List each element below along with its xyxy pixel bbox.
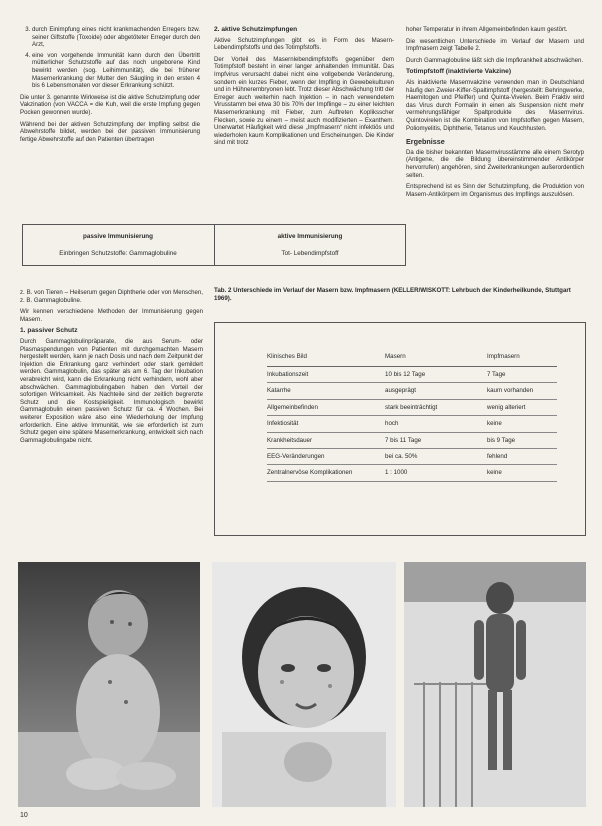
table-cell: 7 Tage [487, 367, 557, 383]
paragraph: hoher Temperatur in ihrem Allgemeinbefinden kaum gestört. [406, 26, 568, 33]
passive-heading: passive Immunisierung [83, 233, 153, 240]
table-cell: hoch [385, 416, 487, 432]
table-header-row [267, 353, 557, 367]
table-row [267, 416, 557, 432]
section-heading: 2. aktive Schutzimpfungen [214, 26, 298, 33]
table-cell: Katarrhe [267, 383, 385, 399]
table-cell: Allgemeinbefinden [267, 399, 385, 415]
table-cell: keine [487, 465, 557, 481]
list-item: 4. eine von vorgehende Immunität kann durch den Übertritt mütterlicher Schutzstoffe auf das noch ungeborene Kind bewirkt werden (sog. Leihimmunität), die bei früherer Masernerkrankung der Mutter den Säugling in den ersten 4 bis 6 Lebensmonaten vor dieser Erkrankung schützt. [32, 52, 200, 90]
paragraph: Die wesentlichen Unterschiede im Verlauf der Masern und Impfmasern zeigt Tabelle 2. [406, 37, 584, 53]
passive-body: Einbringen Schutzstoffe: Gammaglobuline [59, 250, 177, 257]
paragraph: Da die bisher bekannten Masernvirusstämme alle einem Serotyp (Antigene, die die Bildung übereinstimmender Antikörper hervorrufen) angehören, sind Zweiterkrankungen außerordentlich selten. [406, 148, 584, 179]
table-cell: 10 bis 12 Tage [385, 367, 487, 383]
photo-child-portrait [212, 562, 396, 807]
table-row [267, 367, 557, 383]
table-cell: EEG-Veränderungen [267, 449, 385, 465]
comparison-table [267, 353, 557, 482]
table-row [267, 465, 557, 481]
paragraph: Wir kennen verschiedene Methoden der Immunisierung gegen Masern. [20, 308, 203, 323]
table-cell: Zentralnervöse Komplikationen [267, 465, 385, 481]
table-cell: keine [487, 416, 557, 432]
table-cell: bis 9 Tage [487, 432, 557, 448]
table-cell: stark beeinträchtigt [385, 399, 487, 415]
section-heading: 1. passiver Schutz [20, 327, 78, 335]
paragraph: Aktive Schutzimpfungen gibt es in Form des Masern-Lebendimpfstoffs und des Totimpfstoffs. [214, 36, 394, 52]
numbered-list [20, 26, 200, 90]
paragraph: Der Vorteil des Masernlebendimpfstoffs gegenüber dem Totimpfstoff besteht in einer langer anhaltenden Immunität. Das Impfvirus verursacht dabei nicht eine vollgebende Veränderung, sondern ein kurzes Fieber, wenn der Impfling in Gewebekulturen und in Hühnerembryonen lebt. Trotz dieser Abschwächung tritt der Erreger auch weiterhin nach Injektion – in nach verwendetem Virusstamm bei etwa 30 bis 70% der Impflinge – zu einer leichten Masernerkrankung mit Fieber, zum Auftreten Kopliksscher Flecken, sowie zu einem – meist auch modifizierten – Exanthem. Unerwartet Häufigkeit wird diese „Impfmasern“ nicht infektiös und wiederholen kaum Komplikationen und Erscheinungen. Die Kinder sind mit trotz [214, 55, 394, 147]
paragraph: Durch Gammaglobulinpräparate, die aus Serum- oder Plasmaspendungen von Patienten mit durchgemachten Masern hergestellt werden, kann je nach Dosis und nach dem Zeitpunkt der Injektion die Erkrankung ganz verhindert oder stark gemildert werden. Gammaglobulin, das später als am 6. Tag der Inkubation verabreicht wird, kann die Erkrankung nicht verhindern, wohl aber abschwächen. Gammaglobulingaben haben den Vorteil der sofortigen Wirksamkeit. Als Nachteile sind der zeitlich begrenzte Schutz und die Kostspieligkeit. Immunologisch bewirkt Gammaglobulin einen passiven Schutz für ca. 4 Wochen. Bei weiterer Exposition wäre also eine Wiederholung der Impfung erforderlich. Eine aktive Immunität, wie sie erforderlich ist zum Schutz gegen eine spätere Masernerkrankung, entwickelt sich nach Gammaglobulingabe nicht. [20, 337, 203, 444]
active-cell [215, 225, 405, 265]
table-row [267, 449, 557, 465]
column-2 [214, 26, 394, 151]
immunization-box [22, 224, 406, 266]
comparison-table-box [214, 322, 586, 536]
paragraph: z. B. von Tieren – Heilserum gegen Diphtherie oder von Menschen, z. B. Gammaglobuline. [20, 289, 203, 304]
paragraph: Die unter 3. genannte Wirkweise ist die aktive Schutzimpfung oder Vakzination (von VACCA = die Kuh, weil die erste Impfung gegen Pocken gewonnen wurde). [20, 93, 200, 116]
column-header: Masern [385, 353, 487, 367]
photo-child-sitting-image [18, 562, 200, 807]
column-4 [20, 289, 203, 448]
paragraph: Während bei der aktiven Schutzimpfung der Impfling selbst die Abwehrstoffe bildet, werden bei der passiven Immunisierung fertige Abwehrstoffe auf den Patienten übertragen [20, 120, 200, 143]
photo-child-portrait-image [212, 562, 396, 807]
table-cell: Krankheitsdauer [267, 432, 385, 448]
table-cell: 7 bis 11 Tage [385, 432, 487, 448]
table-row [267, 383, 557, 399]
table-cell: bei ca. 50% [385, 449, 487, 465]
list-item: 3. durch Einimpfung eines nicht krankmachenden Erregers bzw. seiner Giftstoffe (Toxoide) oder abgetöteter Erreger durch den Arzt, [32, 26, 200, 49]
photo-child-sitting [18, 562, 200, 807]
photo-child-standing-image [404, 562, 586, 807]
active-heading: aktive Immunisierung [277, 233, 343, 240]
table-cell: Infektiosität [267, 416, 385, 432]
active-body: Tot- Lebendimpfstoff [281, 250, 339, 257]
paragraph: Entsprechend ist es Sinn der Schutzimpfung, die Produktion von Masern-Antikörpern im Organismus des Impflings auszulösen. [406, 183, 584, 198]
column-3 [406, 26, 584, 202]
table-row [267, 399, 557, 415]
table-cell: ausgeprägt [385, 383, 487, 399]
column-header: Klinisches Bild [267, 353, 385, 367]
table-cell: 1 : 1000 [385, 465, 487, 481]
table-cell: kaum vorhanden [487, 383, 557, 399]
table-cell: Inkubationszeit [267, 367, 385, 383]
column-header: Impfmasern [487, 353, 557, 367]
paragraph: Durch Gammaglobuline läßt sich die Impfkrankheit abschwächen. [406, 56, 584, 64]
table-caption: Tab. 2 Unterschiede im Verlauf der Masern bzw. Impfmasern (KELLER/WISKOTT: Lehrbuch der Kinderheilkunde, Stuttgart 1969). [214, 287, 571, 302]
paragraph: Als inaktivierte Masernvakzine verwenden man in Deutschland häufig den Zweier-Kiffer-Spaltimpfstoff (hergestellt: Behringwerke, Haemitogen und Pfeiffer) und Quinta-Vivelen. Beim Fraktiv wird das Virus durch Formalin in einen als Suspension nicht mehr vermehrungsfähiger Spaltprodukte des Masernvirus. Quintovirelen ist die Kombination von Impfstoffen gegen Masern, Poliomyelitis, Diphtherie, Tetanus und Keuchhusten. [406, 78, 584, 132]
photo-child-standing-crib [404, 562, 586, 807]
section-heading: Ergebnisse [406, 137, 445, 147]
section-heading: Totimpfstoff (inaktivierte Vakzine) [406, 68, 512, 76]
passive-cell [23, 225, 213, 265]
page-number: 10 [20, 812, 28, 819]
column-1 [20, 26, 200, 147]
table-row [267, 432, 557, 448]
table-cell: fehlend [487, 449, 557, 465]
table-cell: wenig alteriert [487, 399, 557, 415]
